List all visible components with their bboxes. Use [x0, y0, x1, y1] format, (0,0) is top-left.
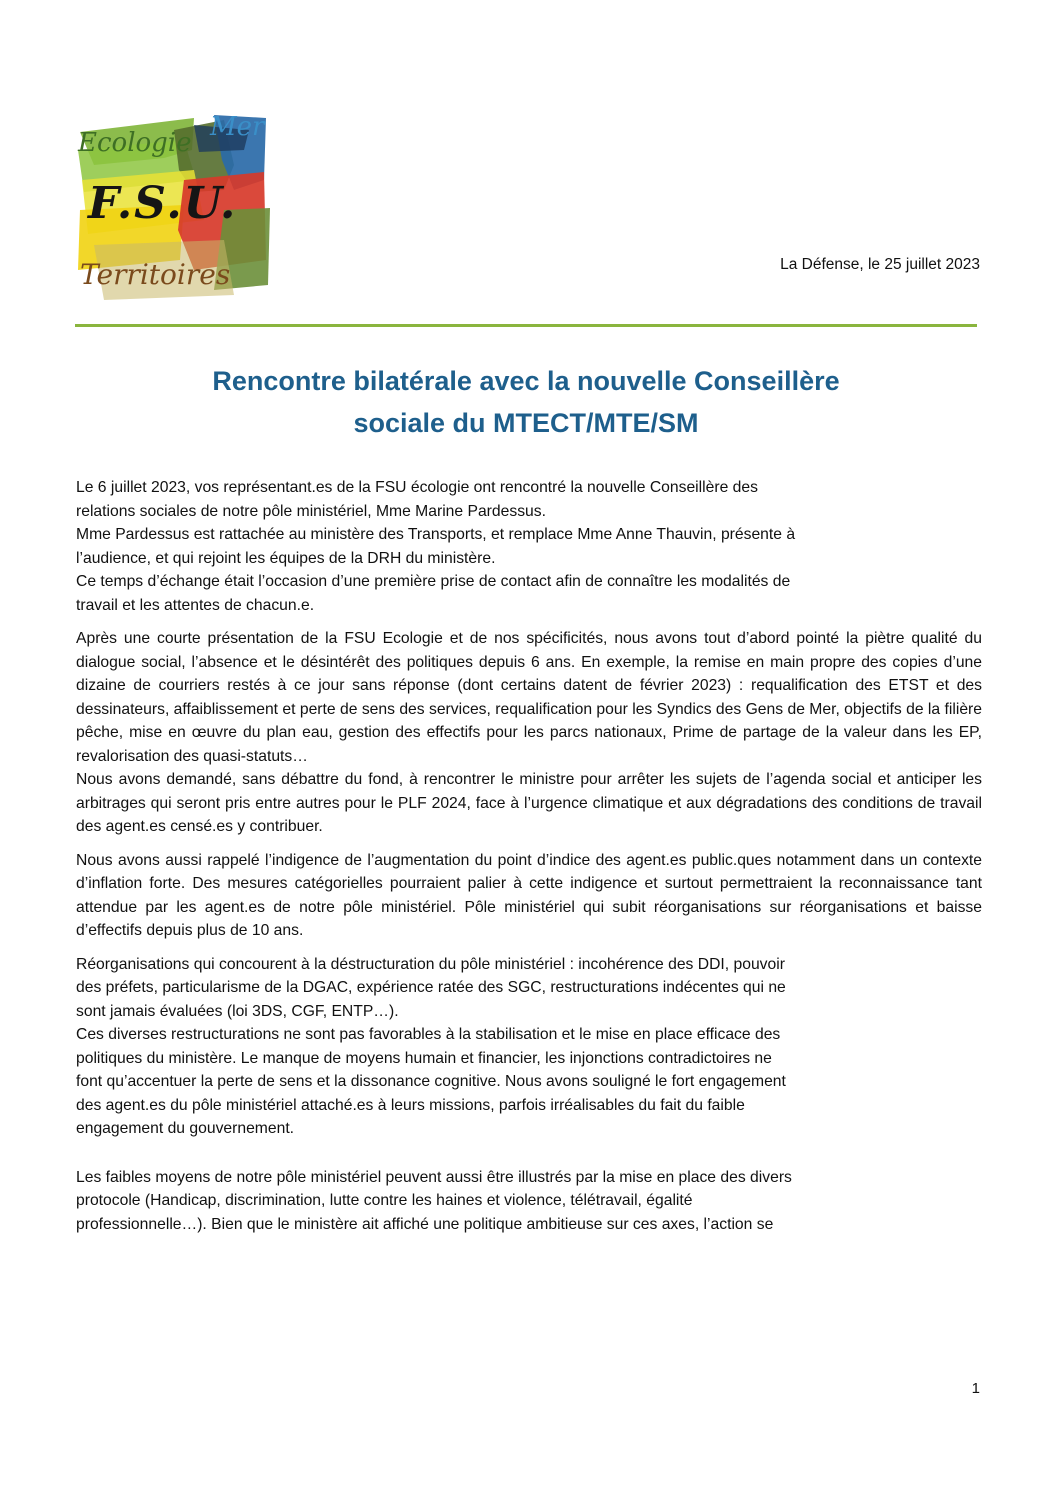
- paragraph-line: travail et les attentes de chacun.e.: [76, 596, 315, 614]
- paragraph-line: Réorganisations qui concourent à la déstructuration du pôle ministériel : incohérence des DDI, pouvoir: [76, 955, 785, 973]
- paragraph-line: des préfets, particularisme de la DGAC, expérience ratée des SGC, restructurations indécentes qui ne: [76, 979, 786, 996]
- paragraph-line: politiques du ministère. Le manque de moyens humain et financier, les injonctions contradictoires ne: [76, 1049, 772, 1067]
- paragraph-line: Le 6 juillet 2023, vos représentant.es de la FSU écologie ont rencontré la nouvelle Conseillère des: [76, 479, 758, 496]
- logo-text-territoires: Territoires: [80, 258, 231, 291]
- paragraph-line: l’audience, et qui rejoint les équipes de la DRH du ministère.: [76, 549, 496, 567]
- paragraph-text: Après une courte présentation de la FSU Ecologie et de nos spécificités, nous avons tout d’abord pointé la piètre qualité du dialogue social, l’absence et le désintérêt des politiques depuis 6 ans. En exemple, la remise en main propre des copies d’une dizaine de courriers restés à ce jour sans réponse (dont certains datent de février 2023) : requalification des ETST et des dessinateurs, affaiblissement et perte de sens des services, requalification pour les Syndics des Gens de Mer, objectifs de la filière pêche, mise en œuvre du plan eau, gestion des effectifs pour les parcs nationaux, Prime de partage de la valeur dans les EP, revalorisation des quasi-statuts…: [76, 630, 982, 765]
- logo-text-mer: Mer: [210, 112, 265, 142]
- paragraph-line: Les faibles moyens de notre pôle ministériel peuvent aussi être illustrés par la mise en place des divers: [76, 1168, 792, 1186]
- paragraph-line: engagement du gouvernement.: [76, 1120, 295, 1137]
- paragraph-2: [76, 627, 982, 768]
- paragraph-line: Ces diverses restructurations ne sont pas favorables à la stabilisation et le mise en place efficace des: [76, 1026, 781, 1043]
- logo-text-fsu: F.S.U.: [88, 178, 238, 229]
- paragraph-text: Nous avons demandé, sans débattre du fond, à rencontrer le ministre pour arrêter les sujets de l’agenda social et anticiper les arbitrages qui seront pris entre autres pour le PLF 2024, face à l’urgence climatique et aux dégradations des conditions de travail des agent.es censé.es y contribuer.: [76, 771, 982, 835]
- paragraph-line: font qu’accentuer la perte de sens et la dissonance cognitive. Nous avons souligné le fort engagement: [76, 1073, 786, 1090]
- paragraph-3: [76, 849, 982, 943]
- paragraph-line: Ce temps d’échange était l’occasion d’une première prise de contact afin de connaître les modalités de: [76, 573, 791, 590]
- page-number: 1: [971, 1380, 980, 1397]
- paragraph-line: relations sociales de notre pôle ministériel, Mme Marine Pardessus.: [76, 502, 546, 520]
- paragraph-4: [76, 953, 982, 1141]
- paragraph-5: [76, 1166, 982, 1237]
- title-line-2: sociale du MTECT/MTE/SM: [353, 408, 699, 438]
- logo-text-ecologie: Ecologie: [78, 128, 192, 158]
- title-line-1: Rencontre bilatérale avec la nouvelle Conseillère: [212, 366, 840, 396]
- document-title: [75, 360, 977, 444]
- paragraph-line: sont jamais évaluées (loi 3DS, CGF, ENTP…).: [76, 1002, 399, 1020]
- fsu-logo: [74, 110, 270, 305]
- header-divider: [75, 324, 977, 327]
- paragraph-2-continued: [76, 768, 982, 839]
- paragraph-line: professionnelle…). Bien que le ministère ait affiché une politique ambitieuse sur ces axes, l’action se: [76, 1215, 774, 1233]
- paragraph-1: [76, 476, 982, 617]
- document-body: [76, 476, 982, 1246]
- paragraph-line: protocole (Handicap, discrimination, lutte contre les haines et violence, télétravail, égalité: [76, 1192, 693, 1209]
- paragraph-line: Mme Pardessus est rattachée au ministère des Transports, et remplace Mme Anne Thauvin, présente à: [76, 526, 796, 543]
- paragraph-line: des agent.es du pôle ministériel attaché.es à leurs missions, parfois irréalisables du fait du faible: [76, 1096, 745, 1114]
- paragraph-text: Nous avons aussi rappelé l’indigence de l’augmentation du point d’indice des agent.es public.ques notamment dans un contexte d’inflation forte. Des mesures catégorielles pourraient palier à cette indigence et surtout permettraient la reconnaissance tant attendue par les agent.es de notre pôle ministériel. Pôle ministériel qui subit réorganisations sur réorganisations et baisse d’effectifs depuis plus de 10 ans.: [76, 851, 982, 939]
- document-date: La Défense, le 25 juillet 2023: [780, 256, 980, 273]
